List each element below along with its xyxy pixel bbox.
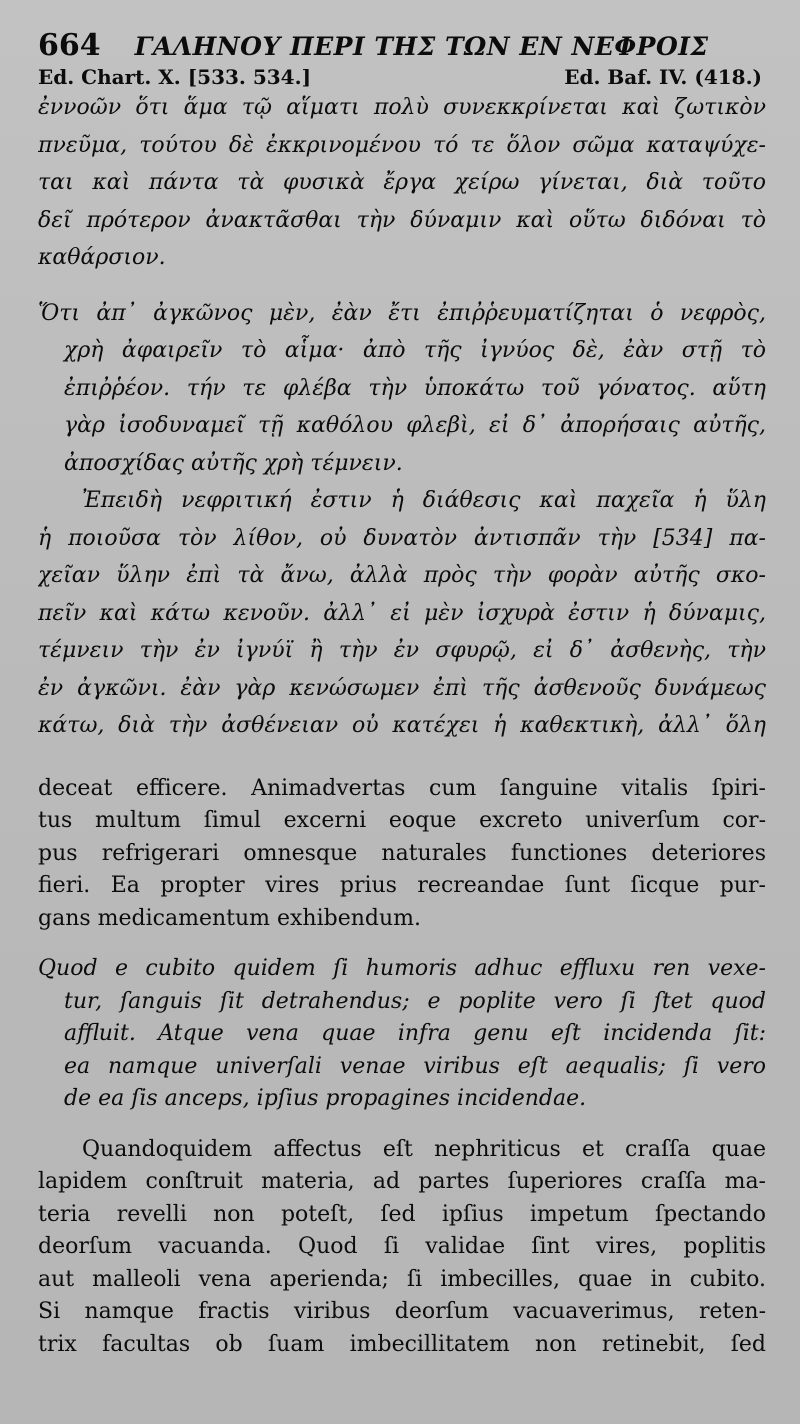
text-line: χεῖαν ὕλην ἐπὶ τὰ ἄνω, ἀλλὰ πρὸς τὴν φορὰν αὐτῆς σκο- bbox=[38, 563, 766, 588]
edition-left: Ed. Chart. X. [533. 534.] bbox=[38, 65, 312, 89]
text-line: trix facultas ob ſuam imbecillitatem non retinebit, ſed bbox=[38, 1331, 766, 1357]
greek-paragraph-2 bbox=[38, 295, 766, 483]
latin-paragraph-2 bbox=[38, 953, 766, 1116]
text-line: χρὴ ἀφαιρεῖν τὸ αἷμα· ἀπὸ τῆς ἰγνύος δὲ, ἐὰν στῇ τὸ bbox=[64, 338, 766, 363]
text-line: affluit. Atque vena quae infra genu eſt incidenda ſit: bbox=[64, 1021, 766, 1046]
running-title: ΓΑΛΗΝΟΥ ΠΕΡΙ ΤΗΣ ΤΩΝ ΕΝ ΝΕΦΡΟΙΣ bbox=[134, 32, 709, 61]
edition-right: Ed. Baf. IV. (418.) bbox=[564, 65, 762, 89]
text-line: lapidem conſtruit materia, ad partes ſuperiores craſſa ma- bbox=[38, 1169, 766, 1194]
text-line: Quandoquidem affectus eſt nephriticus et craſſa quae bbox=[82, 1136, 766, 1162]
page-number: 664 bbox=[38, 28, 101, 63]
text-line: aut malleoli vena aperienda; ſi imbecilles, quae in cubito. bbox=[38, 1266, 766, 1292]
text-line: κάτω, διὰ τὴν ἀσθένειαν οὐ κατέχει ἡ καθεκτικὴ, ἀλλ᾽ ὅλη bbox=[38, 713, 766, 738]
greek-paragraph-3 bbox=[38, 482, 766, 745]
text-line: deorſum vacuanda. Quod ſi validae ſint vires, poplitis bbox=[38, 1234, 766, 1259]
text-line: teria revelli non poteſt, ſed ipſius impetum ſpectando bbox=[38, 1201, 766, 1227]
text-line: Ὅτι ἀπ᾽ ἀγκῶνος μὲν, ἐὰν ἔτι ἐπιῤῥευματίζηται ὁ νεφρὸς, bbox=[38, 300, 766, 326]
text-line: tur, ſanguis ſit detrahendus; e poplite vero ſi ſtet quod bbox=[64, 988, 766, 1014]
text-line: fieri. Ea propter vires prius recreandae ſunt ſicque pur- bbox=[38, 873, 766, 898]
text-line: tus multum ſimul excerni eoque excreto univerſum cor- bbox=[38, 808, 766, 833]
text-line: ἡ ποιοῦσα τὸν λίθον, οὐ δυνατὸν ἀντισπᾶν τὴν [534] πα- bbox=[38, 525, 766, 551]
text-line: τέμνειν τὴν ἐν ἰγνύϊ ἢ τὴν ἐν σφυρῷ, εἰ δ᾽ ἀσθενὴς, τὴν bbox=[38, 638, 766, 663]
text-line: ἐννοῶν ὅτι ἅμα τῷ αἵματι πολὺ συνεκκρίνεται καὶ ζωτικὸν bbox=[38, 95, 766, 120]
edition-references bbox=[38, 65, 766, 89]
text-line: Si namque fractis viribus deorſum vacuaverimus, reten- bbox=[38, 1299, 766, 1324]
text-line: πεῖν καὶ κάτω κενοῦν. ἀλλ᾽ εἰ μὲν ἰσχυρὰ ἐστιν ἡ δύναμις, bbox=[38, 600, 766, 626]
text-line: πνεῦμα, τούτου δὲ ἐκκρινομένου τό τε ὅλον σῶμα καταψύχε- bbox=[38, 132, 766, 158]
text-line: ἐν ἀγκῶνι. ἐὰν γὰρ κενώσωμεν ἐπὶ τῆς ἀσθενοῦς δυνάμεως bbox=[38, 675, 766, 701]
latin-paragraph-1 bbox=[38, 773, 766, 936]
page-header bbox=[38, 28, 766, 63]
text-line: ἐπιῤῥέον. τήν τε φλέβα τὴν ὑποκάτω τοῦ γόνατος. αὕτη bbox=[64, 375, 766, 401]
text-line: καθάρσιον. bbox=[38, 245, 166, 270]
text-line: pus refrigerari omnesque naturales functiones deteriores bbox=[38, 840, 766, 866]
latin-paragraph-3 bbox=[38, 1134, 766, 1362]
text-line: ἀποσχίδας αὐτῆς χρὴ τέμνειν. bbox=[64, 450, 403, 476]
text-line: ται καὶ πάντα τὰ φυσικὰ ἔργα χείρω γίνεται, διὰ τοῦτο bbox=[38, 170, 766, 195]
text-line: Quod e cubito quidem ſi humoris adhuc effluxu ren vexe- bbox=[38, 956, 766, 981]
text-line: ea namque univerſali venae viribus eſt aequalis; ſi vero bbox=[64, 1053, 766, 1079]
text-line: γὰρ ἰσοδυναμεῖ τῇ καθόλου φλεβὶ, εἰ δ᾽ ἀπορήσαις αὐτῆς, bbox=[64, 413, 766, 438]
text-line: gans medicamentum exhibendum. bbox=[38, 905, 422, 931]
text-line: Ἐπειδὴ νεφριτική ἐστιν ἡ διάθεσις καὶ παχεῖα ἡ ὕλη bbox=[82, 488, 766, 513]
text-line: δεῖ πρότερον ἀνακτᾶσθαι τὴν δύναμιν καὶ οὕτω διδόναι τὸ bbox=[38, 207, 766, 233]
text-line: de ea ſis anceps, ipſius propagines incidendae. bbox=[64, 1086, 587, 1111]
greek-paragraph-1 bbox=[38, 89, 766, 277]
text-line: deceat efficere. Animadvertas cum ſanguine vitalis ſpiri- bbox=[38, 775, 766, 801]
